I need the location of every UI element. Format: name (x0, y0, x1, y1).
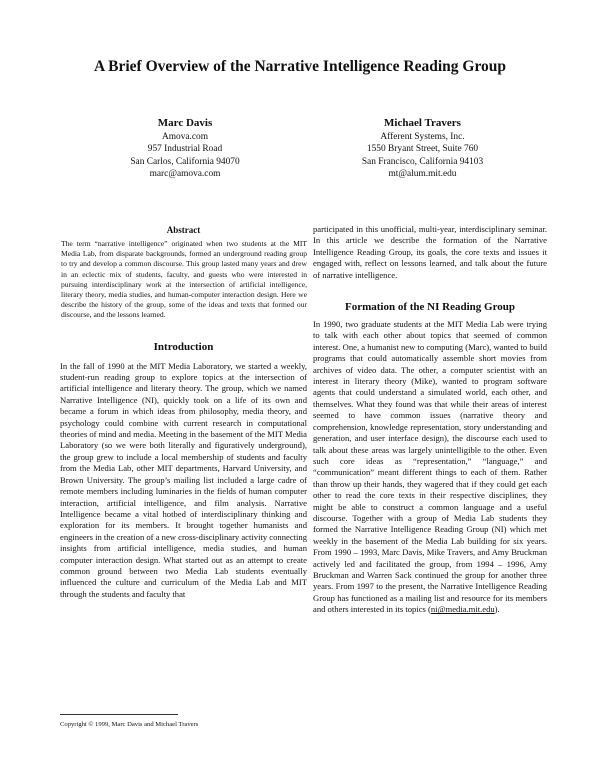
formation-heading: Formation of the NI Reading Group (345, 301, 515, 314)
introduction-heading: Introduction (153, 340, 214, 353)
author-email[interactable]: mt@alum.mit.edu (388, 169, 457, 180)
formation-text (313, 319, 547, 616)
introduction-continuation: participated in this unofficial, multi-year, interdisciplinary seminar. In this article we describe the formation of the Narrative Intelligence Reading Group, its goals, the core texts and issues it engaged with, reflect on lessons learned, and talk about the future of narrative intelligence. (313, 224, 547, 280)
author-email[interactable]: marc@amova.com (149, 169, 221, 180)
author-affiliation: Afferent Systems, Inc. (380, 132, 465, 142)
footnote-divider (60, 714, 178, 715)
introduction-text: In the fall of 1990 at the MIT Media Laboratory, we started a weekly, student-run reading group to explore topics at the intersection of artificial intelligence and literary theory. The group, which we named Narrative Intelligence (NI), quickly took on a life of its own and became a forum in which ideas from philosophy, media theory, and psychology could combine with current research in computational theories of mind and media. Meeting in the basement of the MIT Media Laboratory (so we were both literally and figuratively underground), the group grew to include a local membership of students and faculty from the Media Lab, other MIT departments, Harvard University, and Brown University. The group’s mailing list included a large cadre of remote members including luminaries in the fields of human computer interaction, artificial intelligence, and film analysis. Narrative Intelligence became a vital hotbed of interdisciplinary thinking and exploration for its members. It brought together humanists and engineers in the creation of a new cross-disciplinary activity connecting insights from artificial intelligence, media studies, and human computer interaction design. What started out as an attempt to create common ground between two Media Lab students eventually influenced the culture and curriculum of the Media Lab and MIT through the students and faculty that (60, 360, 307, 599)
paper-title: A Brief Overview of the Narrative Intelligence Reading Group (93, 58, 507, 75)
author-name: Michael Travers (384, 117, 461, 129)
author-city-line: San Carlos, California 94070 (130, 156, 240, 167)
right-column (313, 224, 547, 616)
author-affiliation: Amova.com (161, 132, 209, 142)
author-block-travers (305, 117, 540, 181)
author-city-line: San Francisco, California 94103 (361, 156, 484, 167)
left-column (60, 224, 307, 600)
formation-end: ). (494, 604, 500, 615)
abstract-heading: Abstract (166, 225, 201, 235)
mailing-list-email-link[interactable]: ni@media.mit.edu (430, 604, 495, 615)
author-name: Marc Davis (157, 117, 213, 129)
author-address-line: 1550 Bryant Street, Suite 760 (366, 144, 479, 155)
abstract-text: The term “narrative intelligence” originated when two students at the MIT Media Lab, from disparate backgrounds, formed an underground reading group to try and develop a common discourse. This group lasted many years and drew in an eclectic mix of students, faculty, and guests who were interested in pursuing interdisciplinary work at the intersection of artificial intelligence, literary theory, media studies, and human-computer interaction design. Here we describe the history of the group, some of the ideas and texts that formed our discourse, and the lessons learned. (61, 239, 307, 320)
author-block-davis (70, 117, 300, 181)
formation-body: In 1990, two graduate students at the MIT Media Lab were trying to talk with each other about topics that seemed of common interest. One, a humanist new to computing (Marc), wanted to build programs that could automatically assemble short movies from archives of video data. The other, a computer scientist with an interest in literary theory (Mike), wanted to program software agents that could understand a simulated world, each other, and themselves. What they found was that while their areas of interest seemed to have common issues (narrative theory and comprehension, knowledge representation, story understanding and generation, and user interface design), the discourse each used to talk about these areas was largely unintelligible to the other. Even such core ideas as “representation,” “language,” and “communication” meant different things to each of them. Rather than throw up their hands, they wagered that if they could get each other to read the core texts in their respective disciplines, they might be able to construct a common language and a useful discourse. Together with a group of Media Lab students they formed the Narrative Intelligence Reading Group (NI) which met weekly in the basement of the Media Lab building for six years. From 1990 – 1993, Marc Davis, Mike Travers, and Amy Bruckman actively led and facilitated the group, from 1994 – 1996, Amy Bruckman and Warren Sack continued the group for another three years. From 1997 to the present, the Narrative Intelligence Reading Group has functioned as a mailing list and resource for its members and others interested in its topics ( (313, 319, 547, 615)
author-address-line: 957 Industrial Road (147, 144, 223, 155)
copyright-notice: Copyright © 1999, Marc Davis and Michael Travers (60, 721, 199, 728)
